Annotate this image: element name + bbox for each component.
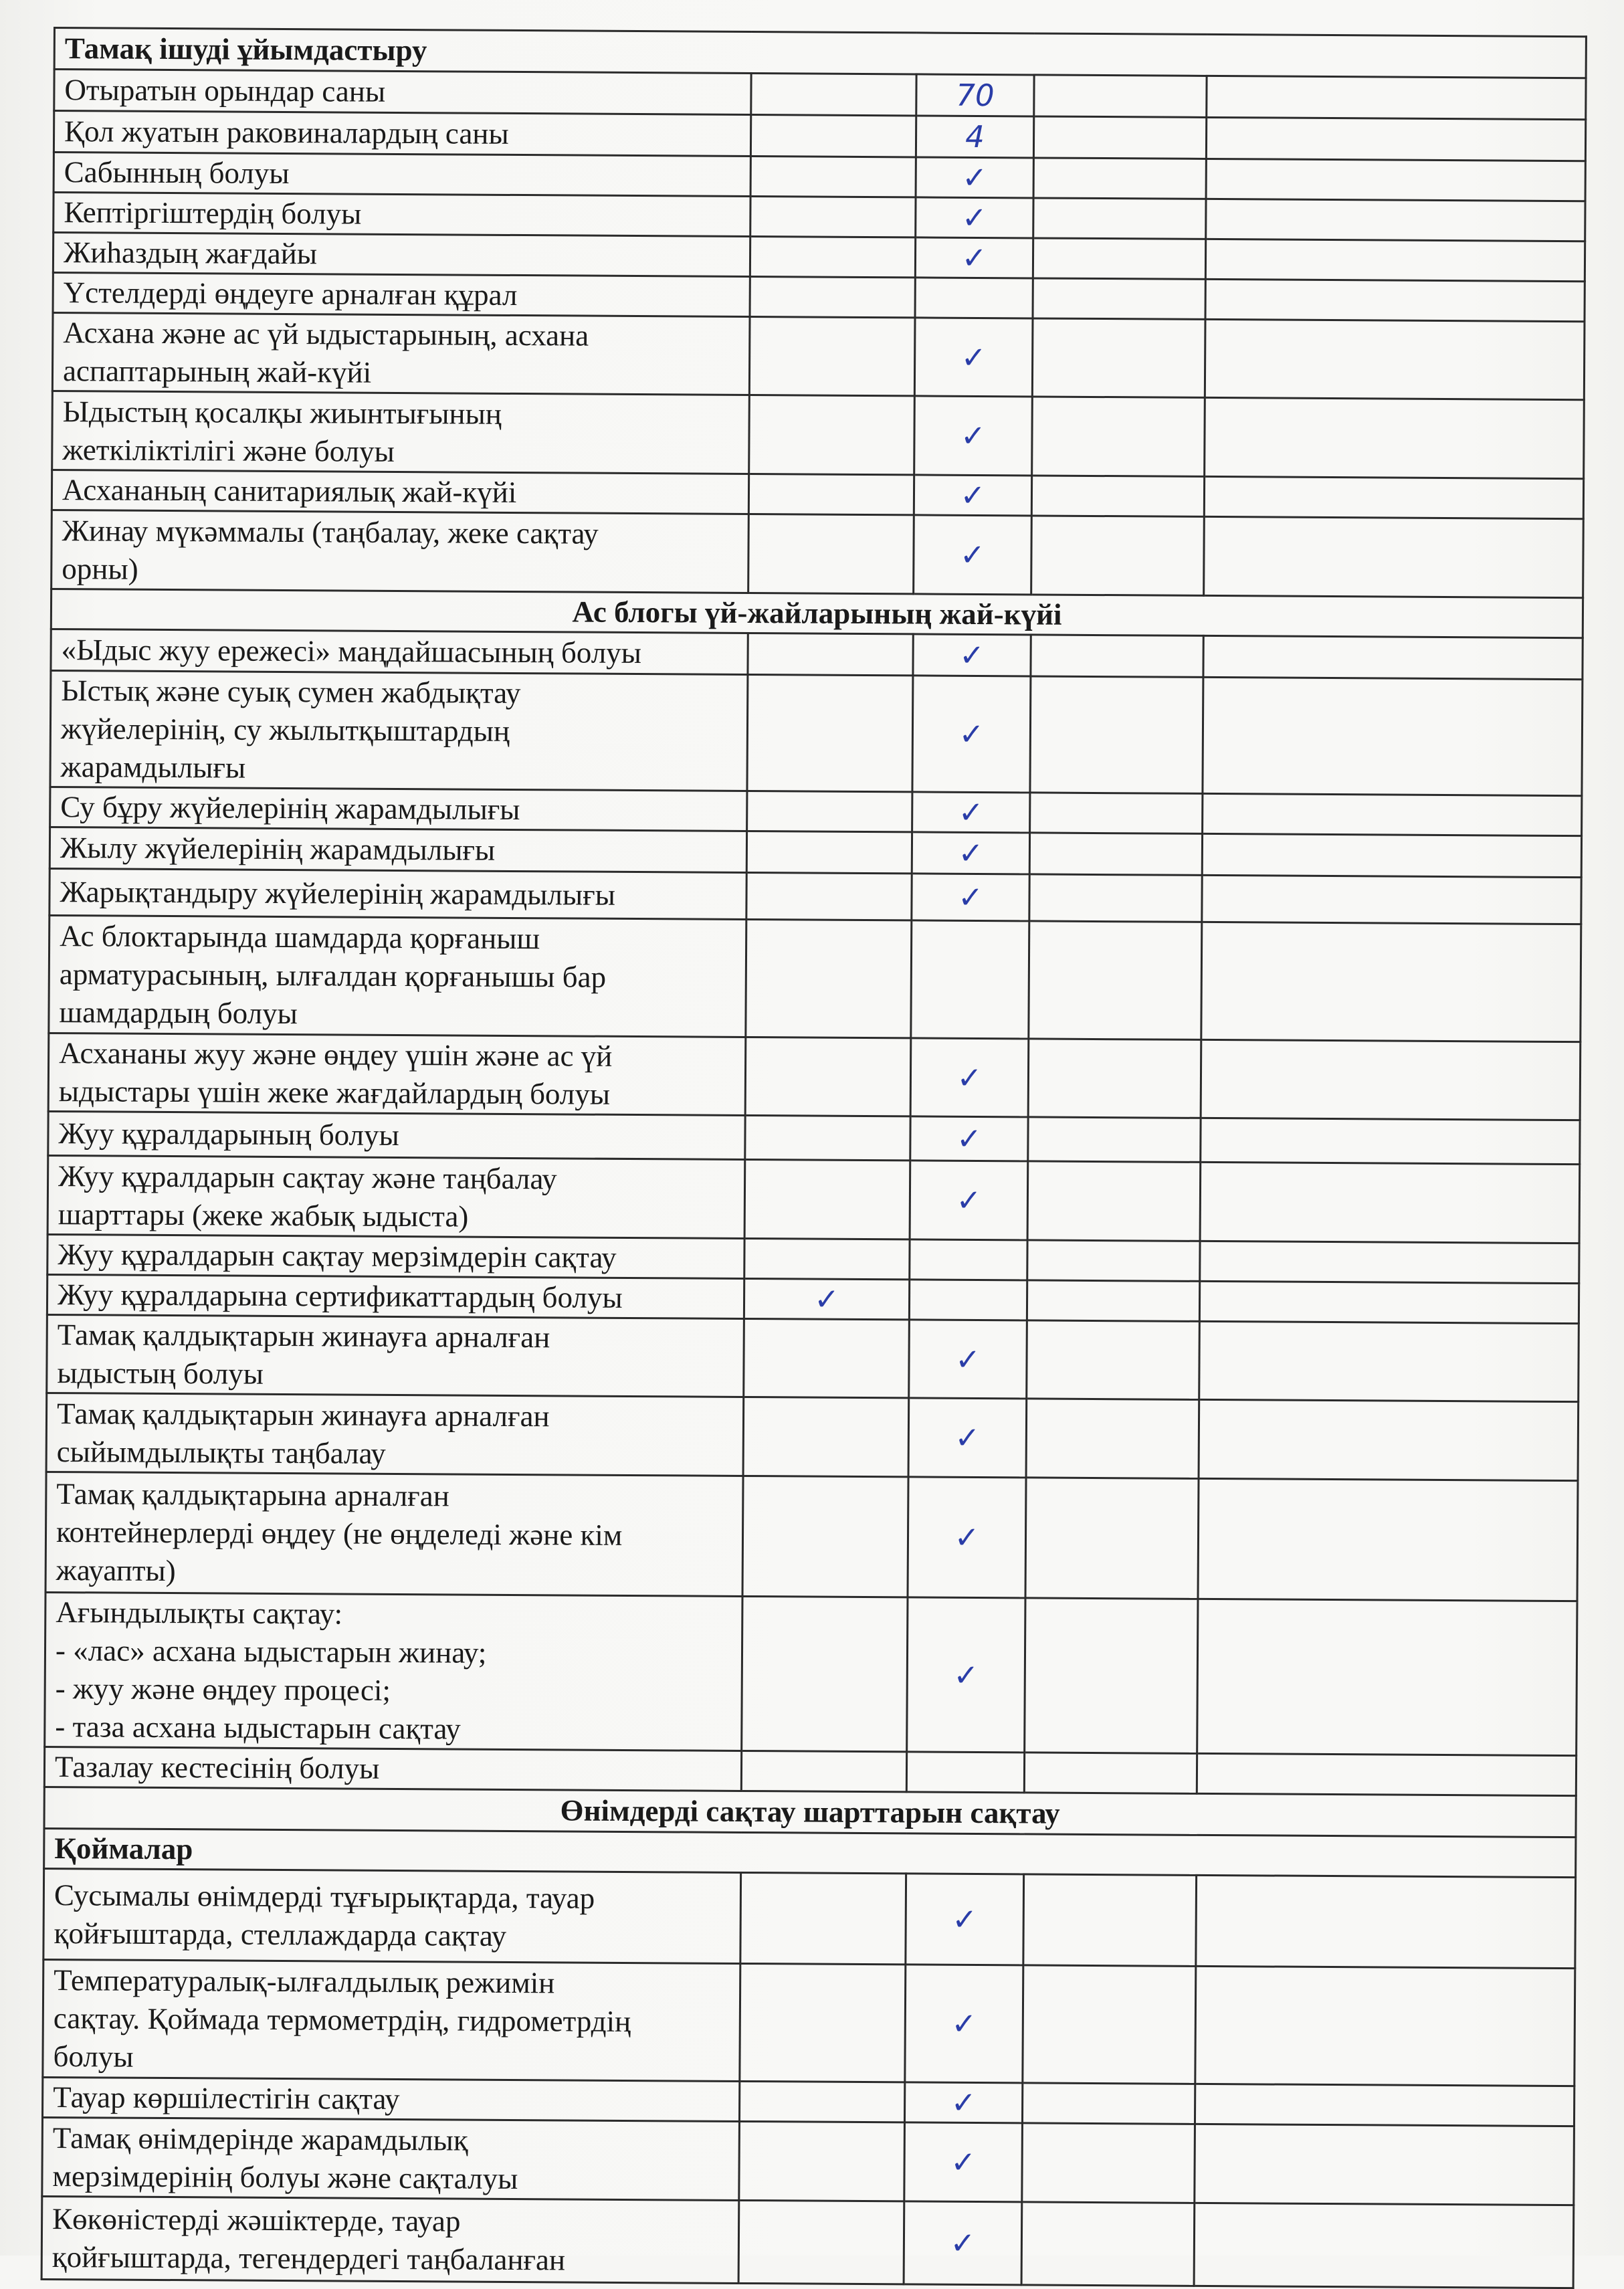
mark-cell	[1200, 1162, 1580, 1243]
mark-cell	[1204, 516, 1584, 597]
criterion-text: Ас блоктарында шамдарда қорғаныш арматурасының, ылғалдан қорғанышы бар шамдардың болуы	[49, 915, 746, 1037]
mark-cell: ✓	[744, 1278, 909, 1319]
mark-cell	[743, 1397, 909, 1476]
mark-cell	[1032, 397, 1205, 476]
mark-cell	[1028, 1039, 1201, 1118]
mark-cell: ✓	[910, 1161, 1028, 1240]
mark-cell	[740, 1872, 906, 1964]
mark-cell: ✓	[914, 515, 1032, 595]
mark-cell	[744, 1238, 910, 1279]
mark-cell	[1195, 2084, 1574, 2126]
mark-cell	[1023, 1965, 1196, 2084]
table-row	[48, 1033, 1581, 1120]
table-row	[41, 2196, 1574, 2288]
criterion-text: Жуу құралдарына сертификаттардың болуы	[47, 1274, 744, 1318]
mark-cell	[1195, 1966, 1575, 2086]
criterion-text: Жинау мүкәммалы (таңбалау, жеке сақтау орны)	[52, 510, 749, 593]
mark-cell	[1033, 238, 1205, 279]
mark-cell	[1204, 476, 1583, 518]
table-row	[50, 670, 1583, 795]
criterion-text: Тазалау кестесінің болуы	[44, 1747, 741, 1791]
criterion-text: Қол жуатын раковиналардың саны	[54, 111, 750, 157]
table-row	[45, 1472, 1578, 1601]
mark-cell	[1205, 397, 1585, 478]
mark-cell: ✓	[908, 1398, 1027, 1478]
criterion-text: Асхана және ас үй ыдыстарының, асхана аспаптарының жай-күйі	[52, 313, 750, 395]
table-row	[43, 1868, 1576, 1968]
mark-cell	[1202, 875, 1581, 924]
criterion-text: Жуу құралдарының болуы	[48, 1111, 745, 1159]
mark-cell	[1197, 1599, 1577, 1755]
mark-cell	[1024, 1753, 1197, 1793]
mark-cell	[1205, 279, 1585, 321]
mark-cell	[1031, 635, 1203, 677]
mark-cell: ✓	[908, 1477, 1026, 1598]
mark-cell	[1025, 1478, 1199, 1599]
table-row	[42, 2117, 1575, 2205]
mark-cell	[748, 474, 914, 514]
section-title: Тамақ ішуді ұйымдастыру	[54, 28, 1586, 78]
mark-cell	[1033, 158, 1206, 199]
mark-cell	[1022, 2123, 1195, 2203]
mark-cell	[1207, 76, 1586, 119]
mark-cell	[751, 74, 916, 116]
mark-cell	[1029, 874, 1202, 922]
mark-cell: 4	[916, 116, 1033, 158]
criterion-text: Жиһаздың жағдайы	[53, 233, 750, 277]
mark-cell	[1206, 159, 1585, 201]
mark-cell	[1027, 1240, 1200, 1281]
table-row	[47, 1155, 1580, 1243]
mark-cell	[1031, 476, 1204, 516]
mark-cell: ✓	[912, 676, 1031, 793]
mark-cell	[750, 277, 915, 318]
mark-cell	[746, 831, 912, 873]
mark-cell	[750, 197, 916, 237]
mark-cell: ✓	[912, 832, 1029, 874]
mark-cell	[1199, 1321, 1579, 1401]
mark-cell	[750, 115, 916, 157]
mark-cell	[748, 514, 914, 593]
mark-cell: ✓	[904, 2201, 1022, 2285]
mark-cell: ✓	[909, 1320, 1027, 1399]
table-row	[46, 1393, 1579, 1480]
mark-cell: ✓	[913, 634, 1031, 676]
mark-cell	[1030, 676, 1203, 793]
table-row	[49, 915, 1581, 1041]
mark-cell	[747, 674, 913, 791]
mark-cell	[1203, 793, 1582, 835]
mark-cell	[1206, 117, 1585, 161]
mark-cell	[1194, 2203, 1574, 2288]
criterion-text: Тамақ өнімдерінде жарамдылық мерзімдерінің болуы және сақталуы	[42, 2117, 740, 2200]
section-title: Өнімдерді сақтау шарттарын сақтау	[44, 1787, 1576, 1837]
mark-cell	[1206, 199, 1585, 241]
mark-cell	[1201, 1118, 1580, 1164]
criterion-text: «Ыдыс жуу ережесі» маңдайшасының болуы	[51, 629, 748, 674]
mark-cell	[1029, 921, 1202, 1039]
mark-cell	[746, 872, 912, 920]
section-title: Қоймалар	[44, 1828, 1576, 1877]
mark-cell	[745, 1115, 910, 1160]
mark-cell	[1203, 677, 1583, 795]
mark-cell: ✓	[916, 197, 1033, 238]
criterion-text: Сусымалы өнімдерді тұғырықтарда, тауар қойғыштарда, стеллаждарда сақтау	[43, 1868, 741, 1963]
mark-cell	[910, 1239, 1027, 1280]
criterion-text: Су бұру жүйелерінің жарамдылығы	[50, 787, 747, 831]
mark-cell: ✓	[914, 475, 1031, 516]
mark-cell	[1032, 318, 1205, 397]
mark-cell	[1201, 1039, 1581, 1120]
criterion-text: Сабынның болуы	[54, 153, 750, 197]
criterion-text: Ағындылықты сақтау: - «лас» асхана ыдыстарын жинау; - жуу және өңдеу процесі; - таза асхана ыдыстарын сақтау	[45, 1592, 742, 1751]
mark-cell	[1205, 319, 1585, 399]
mark-cell	[1027, 1320, 1200, 1399]
mark-cell	[911, 920, 1029, 1039]
mark-cell	[740, 1963, 906, 2082]
mark-cell	[1023, 1874, 1197, 1966]
mark-cell: ✓	[904, 2082, 1022, 2123]
criterion-text: Жарықтандыру жүйелерінің жарамдылығы	[49, 868, 746, 919]
mark-cell	[1196, 1875, 1576, 1968]
table-row	[52, 313, 1585, 400]
criterion-text: Температуралық-ылғалдылық режимін сақтау. Қоймада термометрдің, гидрометрдің болуы	[43, 1959, 740, 2081]
mark-cell: ✓	[916, 157, 1033, 198]
mark-cell	[1203, 635, 1583, 679]
mark-cell	[1033, 278, 1205, 319]
mark-cell	[1027, 1161, 1201, 1241]
mark-cell	[746, 919, 912, 1037]
mark-cell	[1021, 2202, 1195, 2286]
criterion-text: Тамақ қалдықтарын жинауға арналған сыйымдылықты таңбалау	[46, 1393, 744, 1476]
criterion-text: Отыратын орындар саны	[54, 70, 751, 115]
criterion-text: Жуу құралдарын сақтау мерзімдерін сақтау	[47, 1234, 744, 1278]
criterion-text: Жылу жүйелерінің жарамдылығы	[49, 827, 746, 872]
mark-cell: 70	[916, 74, 1034, 116]
mark-cell	[1031, 516, 1205, 595]
mark-cell	[1030, 793, 1203, 833]
mark-cell	[738, 2200, 904, 2284]
mark-cell	[741, 1751, 906, 1791]
mark-cell: ✓	[914, 318, 1033, 397]
mark-cell	[747, 791, 912, 831]
mark-cell: ✓	[912, 874, 1029, 921]
mark-cell	[906, 1752, 1024, 1793]
mark-cell	[1201, 922, 1581, 1041]
mark-cell	[1199, 1399, 1579, 1480]
mark-cell	[1198, 1478, 1578, 1601]
mark-cell	[742, 1476, 908, 1597]
inspection-checklist-table	[41, 27, 1587, 2289]
table-row	[49, 868, 1581, 924]
mark-cell: ✓	[910, 1116, 1028, 1161]
mark-cell	[739, 2081, 904, 2122]
table-row	[47, 1314, 1579, 1401]
table-row	[43, 1959, 1575, 2086]
mark-cell	[909, 1280, 1027, 1320]
mark-cell	[1033, 198, 1206, 239]
mark-cell: ✓	[907, 1597, 1025, 1753]
mark-cell	[1199, 1281, 1579, 1323]
criterion-text: Тамақ қалдықтарын жинауға арналған ыдыстың болуы	[47, 1314, 744, 1397]
mark-cell: ✓	[904, 2122, 1023, 2202]
mark-cell: ✓	[915, 237, 1033, 278]
mark-cell	[750, 157, 916, 197]
mark-cell	[1026, 1399, 1199, 1478]
mark-cell	[748, 633, 913, 675]
criterion-text: Кептіргіштердің болуы	[54, 193, 750, 237]
mark-cell	[1197, 1753, 1576, 1795]
criterion-text: Көкөністерді жәшіктерде, тауар қойғыштарда, тегендердегі таңбаланған	[41, 2196, 739, 2283]
mark-cell	[1025, 1598, 1198, 1753]
mark-cell	[1027, 1280, 1199, 1321]
mark-cell: ✓	[905, 1965, 1023, 2083]
mark-cell	[1200, 1241, 1579, 1283]
criterion-text: Асхананы жуу және өңдеу үшін және ас үй ыдыстары үшін жеке жағдайлардың болуы	[48, 1033, 746, 1115]
mark-cell	[744, 1318, 910, 1397]
mark-cell	[742, 1596, 908, 1751]
mark-cell	[1022, 2083, 1195, 2124]
mark-cell: ✓	[906, 1874, 1024, 1965]
mark-cell	[744, 1159, 910, 1239]
criterion-text: Тауар көршілестігін сақтау	[42, 2077, 739, 2121]
mark-cell	[1029, 833, 1202, 875]
mark-cell	[749, 395, 915, 475]
mark-cell	[915, 278, 1033, 318]
mark-cell	[745, 1037, 911, 1116]
mark-cell: ✓	[910, 1038, 1029, 1117]
mark-cell	[1195, 2124, 1575, 2205]
table-row	[52, 510, 1584, 597]
table-row	[52, 391, 1585, 478]
mark-cell	[739, 2121, 905, 2201]
criterion-text: Жуу құралдарын сақтау және таңбалау шарттары (жеке жабық ыдыста)	[47, 1155, 745, 1238]
criterion-text: Ыдыстың қосалқы жиынтығының жеткіліктілігі және болуы	[52, 391, 750, 474]
criterion-text: Асхананың санитариялық жай-күйі	[52, 470, 748, 514]
criterion-text: Ыстық және суық сумен жабдықтау жүйелерінің, су жылытқыштардың жарамдылығы	[50, 670, 748, 791]
mark-cell	[750, 237, 915, 278]
mark-cell	[1202, 833, 1581, 877]
mark-cell: ✓	[912, 792, 1030, 833]
mark-cell	[1205, 239, 1585, 281]
mark-cell	[749, 317, 915, 396]
criterion-text: Үстелдерді өңдеуге арналған құрал	[53, 273, 750, 317]
mark-cell	[1033, 116, 1206, 159]
section-title: Ас блогы үй-жайларының жай-күйі	[51, 589, 1583, 637]
criterion-text: Тамақ қалдықтарына арналған контейнерлерді өңдеу (не өңделеді және кім жауапты)	[45, 1472, 743, 1596]
table-row	[45, 1592, 1577, 1755]
mark-cell: ✓	[914, 396, 1033, 476]
mark-cell	[1028, 1117, 1201, 1162]
mark-cell	[1034, 75, 1207, 117]
